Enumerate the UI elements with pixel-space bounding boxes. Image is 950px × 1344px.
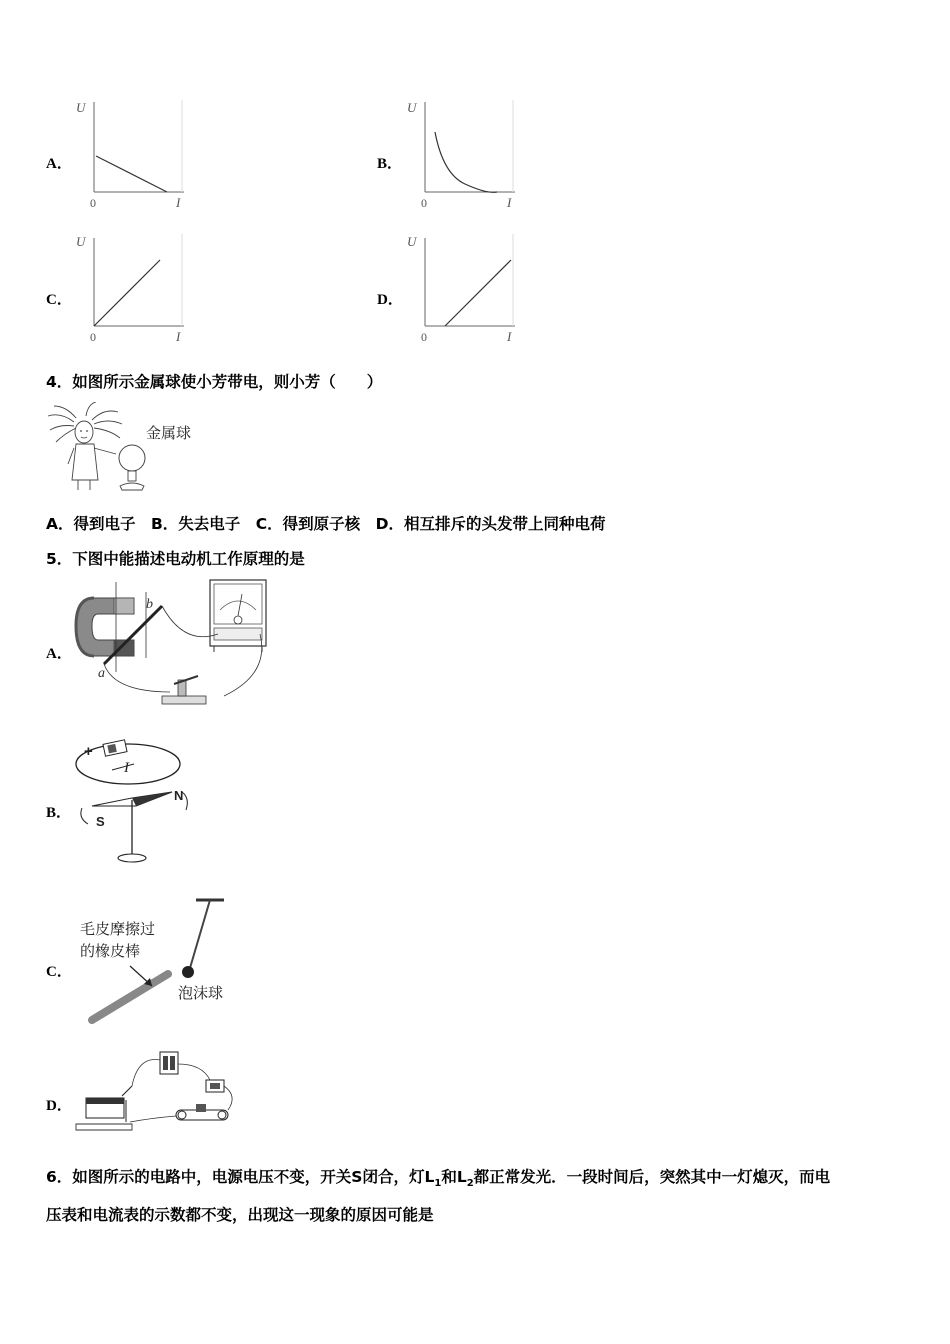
q6-stem-line2: 压表和电流表的示数都不变，出现这一现象的原因可能是 bbox=[46, 1206, 434, 1224]
option-label: D． bbox=[377, 292, 403, 308]
q5-option-a-label: A． bbox=[46, 646, 72, 662]
origin-label: 0 bbox=[421, 196, 427, 210]
question-number: 6． bbox=[46, 1168, 73, 1186]
l2-subscript: 2 bbox=[466, 1178, 474, 1190]
q5-option-d-label: D． bbox=[46, 1098, 72, 1114]
y-axis-label: U bbox=[407, 100, 417, 115]
x-axis-label: I bbox=[507, 195, 512, 210]
q4-stem bbox=[46, 370, 382, 392]
q6-stem-line1 bbox=[46, 1165, 830, 1189]
option-label: A． bbox=[46, 156, 72, 172]
x-axis-label: I bbox=[176, 195, 181, 210]
u-i-graph-proportional-line bbox=[72, 230, 192, 348]
origin-label: 0 bbox=[421, 330, 427, 344]
girl-metal-ball-figure bbox=[46, 402, 201, 492]
rod-label-line2: 的橡皮棒 bbox=[80, 942, 141, 960]
question-text: 如图所示金属球使小芳带电，则小芳（ ） bbox=[72, 373, 383, 391]
question-text-part1: 如图所示的电路中，电源电压不变，开关S闭合，灯L bbox=[72, 1168, 435, 1186]
current-label: I bbox=[124, 760, 129, 776]
question-number: 5． bbox=[46, 550, 73, 568]
y-axis-label: U bbox=[76, 234, 86, 249]
question-text: 下图中能描述电动机工作原理的是 bbox=[72, 550, 305, 568]
rod-label-line1: 毛皮摩擦过 bbox=[80, 920, 156, 938]
q5-stem bbox=[46, 547, 305, 569]
q5-option-c-label: C． bbox=[46, 964, 72, 980]
q3-option-c bbox=[46, 230, 206, 348]
y-axis-label: U bbox=[407, 234, 417, 249]
charged-rod-foam-ball-figure bbox=[74, 894, 234, 1030]
question-text-part3: 都正常发光．一段时间后，突然其中一灯熄灭，而电 bbox=[473, 1168, 831, 1186]
south-pole-label: S bbox=[96, 814, 105, 829]
y-axis-label: U bbox=[76, 100, 86, 115]
question-text-part2: 和L bbox=[441, 1168, 467, 1186]
metal-ball-label: 金属球 bbox=[146, 424, 192, 442]
l1-subscript: 1 bbox=[434, 1178, 442, 1190]
q3-option-d bbox=[377, 230, 537, 348]
option-label: C． bbox=[46, 292, 72, 308]
u-i-graph-decreasing-line bbox=[72, 96, 192, 214]
option-label: B． bbox=[377, 156, 403, 172]
north-pole-label: N bbox=[174, 788, 184, 803]
plus-label: + bbox=[84, 743, 93, 760]
origin-label: 0 bbox=[90, 330, 96, 344]
q5-option-b-label: B． bbox=[46, 805, 72, 821]
end-a-label: a bbox=[98, 666, 105, 681]
electromagnet-circuit-figure bbox=[72, 1046, 240, 1136]
q3-option-a bbox=[46, 96, 206, 214]
question-number: 4． bbox=[46, 373, 73, 391]
x-axis-label: I bbox=[176, 329, 181, 344]
origin-label: 0 bbox=[90, 196, 96, 210]
end-b-label: b bbox=[146, 597, 153, 612]
conductor-in-magnetic-field-figure bbox=[74, 576, 274, 714]
foam-ball-label: 泡沫球 bbox=[178, 984, 224, 1002]
x-axis-label: I bbox=[507, 329, 512, 344]
u-i-graph-hyperbola bbox=[403, 96, 523, 214]
u-i-graph-offset-line bbox=[403, 230, 523, 348]
q4-options: A．得到电子 B．失去电子 C．得到原子核 D．相互排斥的头发带上同种电荷 bbox=[46, 515, 606, 533]
q3-option-b bbox=[377, 96, 537, 214]
oersted-experiment-figure bbox=[72, 736, 202, 872]
